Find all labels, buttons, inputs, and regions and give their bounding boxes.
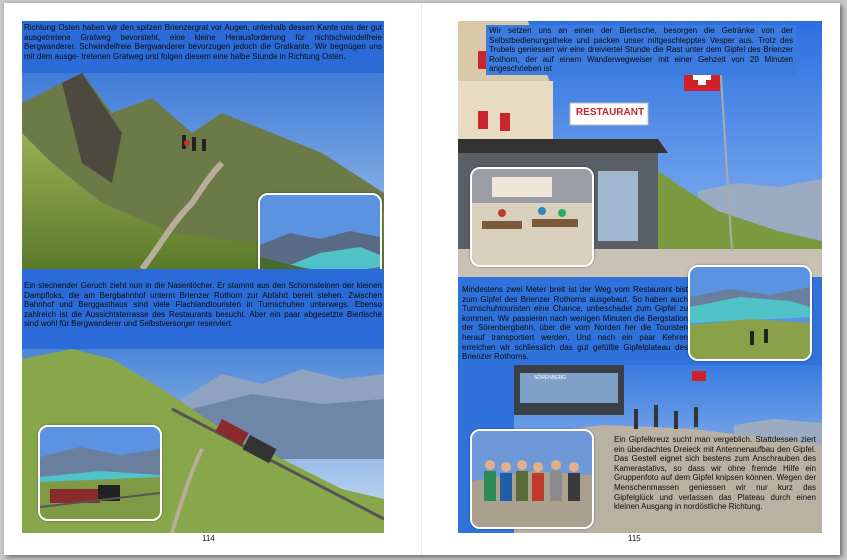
restaurant-sign: RESTAURANT	[575, 107, 645, 118]
page-number-right: 115	[628, 534, 641, 543]
left-paragraph-1: Richtung Osten haben wir den spitzen Brienzergrat vor Augen, unterhalb dessen Kante uns der gut ausgetretene Gratweg bevorsteht, eine kleine Herausforderung für nichtschwindelfreie Bergwanderer. Schwindelfreie Bergwanderer bevorzugen jedoch die Gratkante. Wir begnügen uns mit dem ausge- tretenen Gratweg und folgen diesem eine halbe Stunde in Richtung Osten.	[24, 23, 382, 61]
brienz-lake-inset-photo	[258, 193, 382, 269]
book-spread	[4, 3, 840, 555]
lake-trail-inset-photo	[688, 265, 812, 361]
station-sign: SÖRENBERG	[534, 375, 566, 381]
rothorn-train-inset-photo	[38, 425, 162, 521]
steam-train-photo	[22, 349, 384, 533]
ridge-hikers-photo	[22, 73, 384, 269]
right-paragraph-1: Wir setzen uns an einen der Biertische, besorgen die Getränke von der Selbstbedienungstheke und packen unser mitgeschlepptes Vesper aus. Trotz des Trubels geniessen wir eine dreiviertel Stunde die Rast unter dem Gipfel des Brienzer Rothorn, der auf einem Wanderwegweiser mit einer Gehzeit von 20 Minuten angeschrieben ist	[486, 25, 796, 75]
right-page	[422, 3, 840, 555]
right-paragraph-2: Mindestens zwei Meter breit ist der Weg vom Restaurant bist zum Gipfel des Brienzer Rothorns ausgebaut. So haben auch Turnschuhtouristen eine Chance, unbeschadet zum Gipfel zu kommen. Wir passieren nach wenigen Minuten die Bergstation der Sörenbergbahn, über die vom Norden her die Touristen herauf transportiert werden. Und nach ein paar Kehren erreichen wir schliesslich das gut gefüllte Gipfelplateau des Brienzer Rothorns.	[462, 285, 688, 362]
terrace-tables-inset-photo	[470, 167, 594, 267]
left-paragraph-2: Ein stechender Geruch zieht nun in die Nasenlöcher. Er stammt aus den Schornsteinen der kleinen Dampfloks, die am Bergbahnhof unterm Brienzer Rothorn zur Abfahrt bereit stehen. Zwischen Bahnhof und Berggasthaus sind viele Flachlandtouristen in Turnschuhen unterwegs. Ebenso zahlreich ist die Aussichtsterrasse des Restaurants besucht. Aber ein paar abgesetzte Biertische sind wohl für Bergwanderer und Selbstversorger reserviert.	[24, 281, 382, 329]
page-number-left: 114	[202, 534, 215, 543]
left-page	[4, 3, 422, 555]
right-paragraph-3: Ein Gipfelkreuz sucht man vergeblich. Stattdessen ziert ein überdachtes Dreieck mit Antennenaufbau den Gipfel. Das Gestell eignet sich bestens zum Anschrauben des Kamerastativs, so dass wir ohne fremde Hilfe ein Gruppenfoto auf dem Gipfel knipsen können. Wegen der Menschenmassen geniessen wir nur kurz das Gipfelglück und verlassen das Plateau durch einen kleinen Ausgang in nordöstliche Richtung.	[614, 435, 816, 512]
group-photo-inset	[470, 429, 594, 529]
